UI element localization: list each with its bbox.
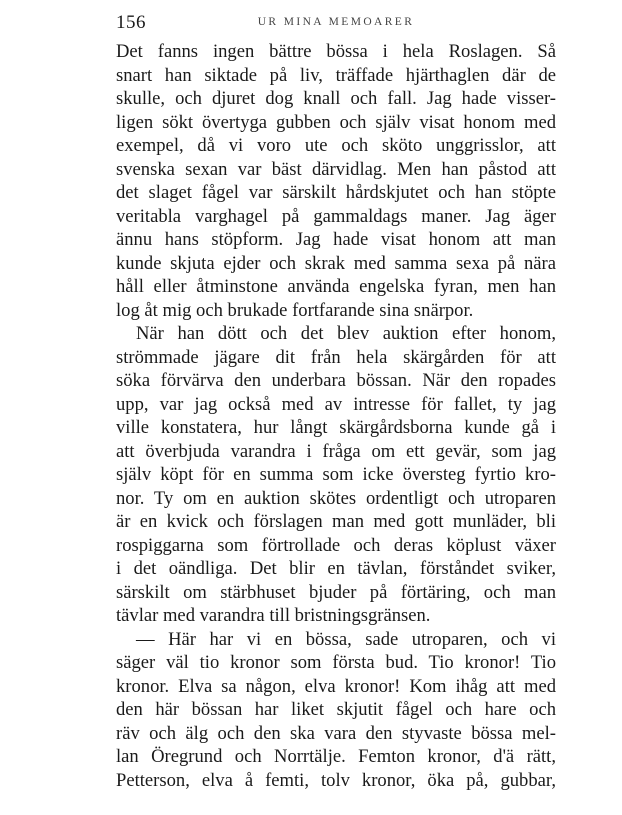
text-line: räv och älg och den ska vara den styvaste bössa mel- <box>116 722 556 744</box>
text-line: strömmade jägare dit från hela skärgården för att <box>116 346 556 368</box>
text-line: svenska sexan var bäst därvidlag. Men han påstod att <box>116 158 556 180</box>
text-line: snart han siktade på liv, träffade hjärthaglen där de <box>116 64 556 86</box>
text-line: kronor. Elva sa någon, elva kronor! Kom ihåg att med <box>116 675 556 697</box>
text-line: — Här har vi en bössa, sade utroparen, och vi <box>136 628 556 650</box>
text-line: rospiggarna som förtrollade och deras köplust växer <box>116 534 556 556</box>
text-line: ännu hans stöpform. Jag hade visat honom att man <box>116 229 556 250</box>
paragraph <box>116 322 556 628</box>
text-line: skulle, och djuret dog knall och fall. Jag hade visser- <box>116 88 556 109</box>
text-line: upp, var jag också med av intresse för fallet, ty jag <box>116 393 556 415</box>
paragraph <box>116 40 556 322</box>
text-line: exempel, då vi voro ute och sköto unggrisslor, att <box>116 135 556 156</box>
text-line: log åt mig och brukade fortfarande sina snärpor. <box>116 299 474 321</box>
text-line: särskilt om stärbhuset bjuder på förtäring, och man <box>116 581 556 603</box>
text-line: håll eller åtminstone använda engelska fyran, men han <box>116 276 556 297</box>
paragraph <box>116 628 556 793</box>
text-line: veritabla varghagel på gammaldags maner. Jag äger <box>116 205 556 227</box>
text-line: den här bössan har liket skjutit fågel och hare och <box>116 699 556 720</box>
page-number: 156 <box>116 12 146 33</box>
running-head: UR MINA MEMOARER <box>257 16 415 28</box>
text-line: Det fanns ingen bättre bössa i hela Roslagen. Så <box>116 41 556 62</box>
text-line: säger väl tio kronor som första bud. Tio kronor! Tio <box>116 652 556 673</box>
text-line: tävlar med varandra till bristningsgränsen. <box>116 605 431 626</box>
text-line: är en kvick och förslagen man med gott munläder, bli <box>116 511 556 532</box>
text-line: När han dött och det blev auktion efter honom, <box>136 323 556 344</box>
text-line: kunde skjuta ejder och skrak med samma sexa på nära <box>116 252 556 274</box>
page-header <box>116 12 556 34</box>
text-line: att överbjuda varandra i fråga om ett gevär, som jag <box>116 440 556 462</box>
text-line: själv köpt för en summa som icke översteg fyrtio kro- <box>116 464 556 485</box>
text-line: ligen sökt övertyga gubben och själv visat honom med <box>116 111 556 133</box>
body-text <box>116 40 556 792</box>
text-line: nor. Ty om en auktion skötes ordentligt och utroparen <box>116 487 556 509</box>
text-line: ville konstatera, hur långt skärgårdsborna kunde gå i <box>116 417 556 438</box>
text-line: lan Öregrund och Norrtälje. Femton kronor, d'ä rätt, <box>116 746 556 767</box>
text-line: det slaget fågel var särskilt hårdskjutet och han stöpte <box>116 182 556 203</box>
text-line: i det oändliga. Det blir en tävlan, förståndet sviker, <box>116 558 556 579</box>
text-line: Petterson, elva å femti, tolv kronor, öka på, gubbar, <box>116 769 556 791</box>
text-line: söka förvärva den underbara bössan. När den ropades <box>116 370 556 391</box>
